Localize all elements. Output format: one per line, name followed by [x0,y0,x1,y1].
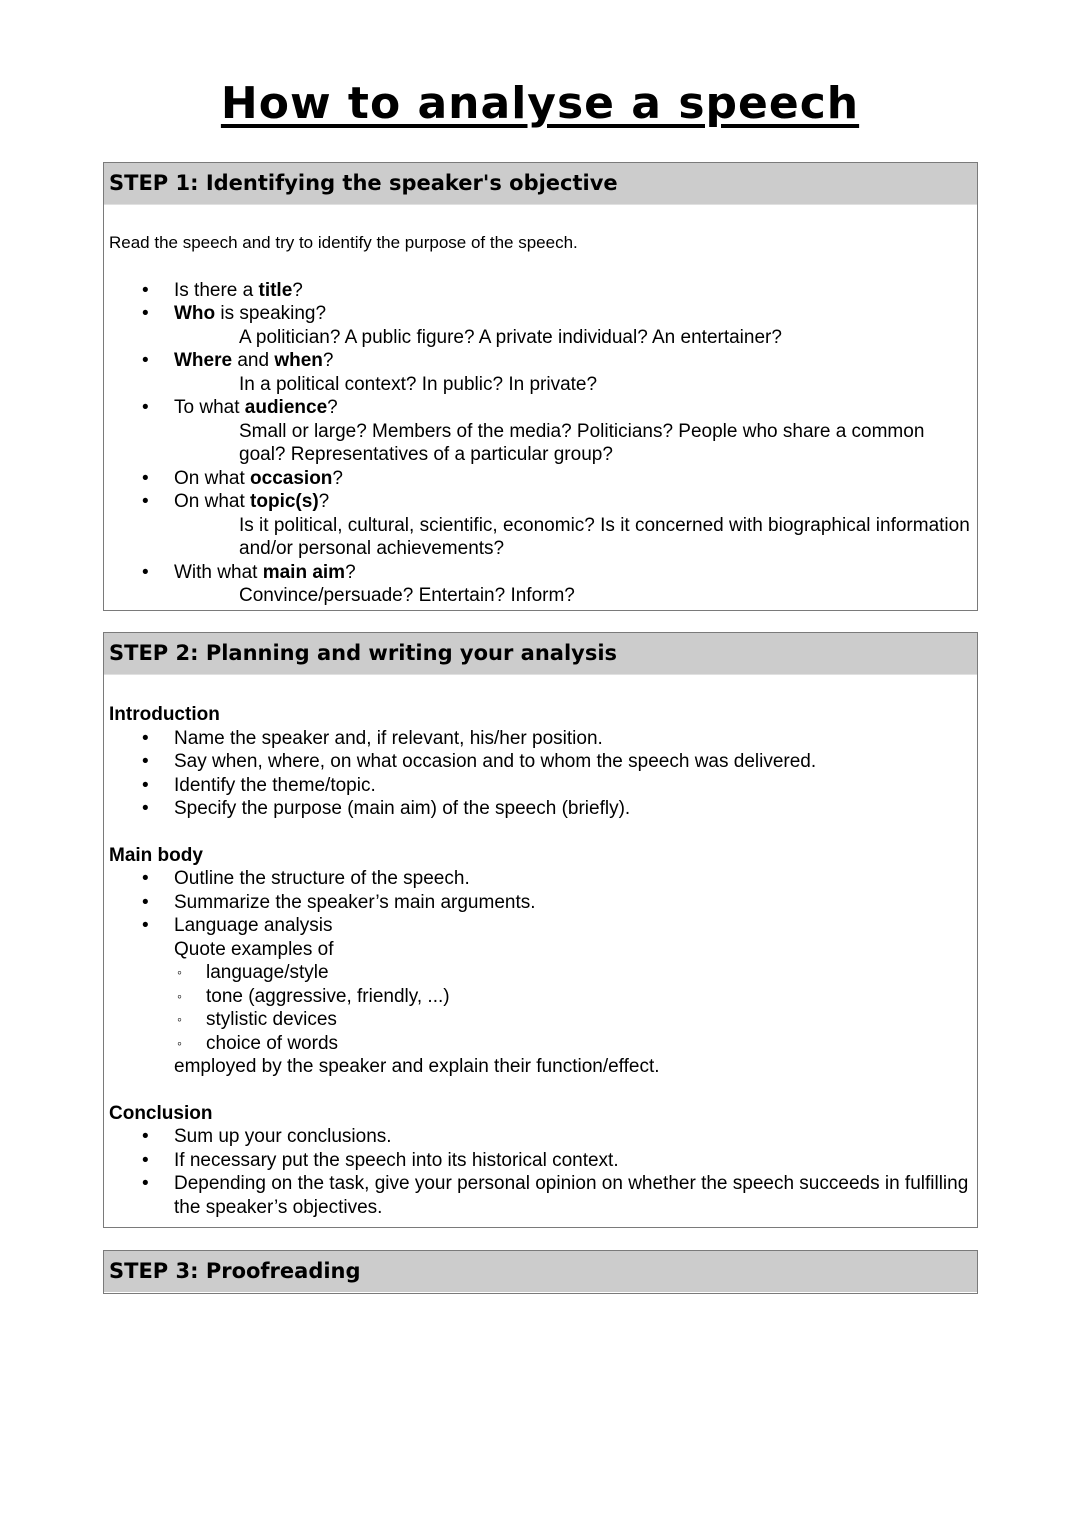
list-item: • On what topic(s)? Is it political, cultural, scientific, economic? Is it concerned with biographical information and/or personal achievements? [109,490,972,561]
quote-lead: Quote examples of [174,938,334,960]
list-item: • Name the speaker and, if relevant, his/her position. [109,727,972,751]
list-item: ◦ language/style [109,961,972,985]
list-item: ◦ tone (aggressive, friendly, ...) [109,985,972,1009]
list-item: • Is there a title? [109,279,972,303]
main-body-heading: Main body [109,844,203,866]
list-item: ◦ choice of words [109,1032,972,1056]
conclusion-heading: Conclusion [109,1102,213,1124]
introduction-list [109,727,972,821]
list-item: • Sum up your conclusions. [109,1125,972,1149]
list-item: • To what audience? Small or large? Members of the media? Politicians? People who share a common goal? Representatives of a particular group? [109,396,972,467]
list-item: • If necessary put the speech into its historical context. [109,1149,972,1173]
list-item: • Summarize the speaker’s main arguments. [109,891,972,915]
list-item: • Who is speaking? A politician? A public figure? A private individual? An entertainer? [109,302,972,349]
step1-intro: Read the speech and try to identify the purpose of the speech. [109,233,578,252]
step2-box [103,632,978,1228]
list-item: ◦ stylistic devices [109,1008,972,1032]
step1-box [103,162,978,611]
step1-list [109,279,972,608]
introduction-heading: Introduction [109,704,220,725]
quote-sublist [109,961,972,1055]
list-item: • Specify the purpose (main aim) of the speech (briefly). [109,797,972,821]
quote-tail: employed by the speaker and explain their function/effect. [174,1056,660,1077]
list-item: • Say when, where, on what occasion and to whom the speech was delivered. [109,750,972,774]
list-item: • Where and when? In a political context? In public? In private? [109,349,972,396]
list-item: • Outline the structure of the speech. [109,867,972,891]
main-body-list [109,867,972,938]
list-item: • Identify the theme/topic. [109,774,972,798]
page-title: How to analyse a speech [220,78,860,129]
list-item: • On what occasion? [109,467,972,491]
step1-heading: STEP 1: Identifying the speaker's objective [104,163,977,205]
list-item: • With what main aim? Convince/persuade? Entertain? Inform? [109,561,972,608]
conclusion-list [109,1125,972,1219]
list-item: • Language analysis [109,914,972,938]
list-item: • Depending on the task, give your personal opinion on whether the speech succeeds in fulfilling the speaker’s objectives. [109,1172,972,1219]
step3-box [103,1250,978,1294]
step3-heading: STEP 3: Proofreading [104,1251,977,1292]
step2-heading: STEP 2: Planning and writing your analysis [104,633,977,675]
